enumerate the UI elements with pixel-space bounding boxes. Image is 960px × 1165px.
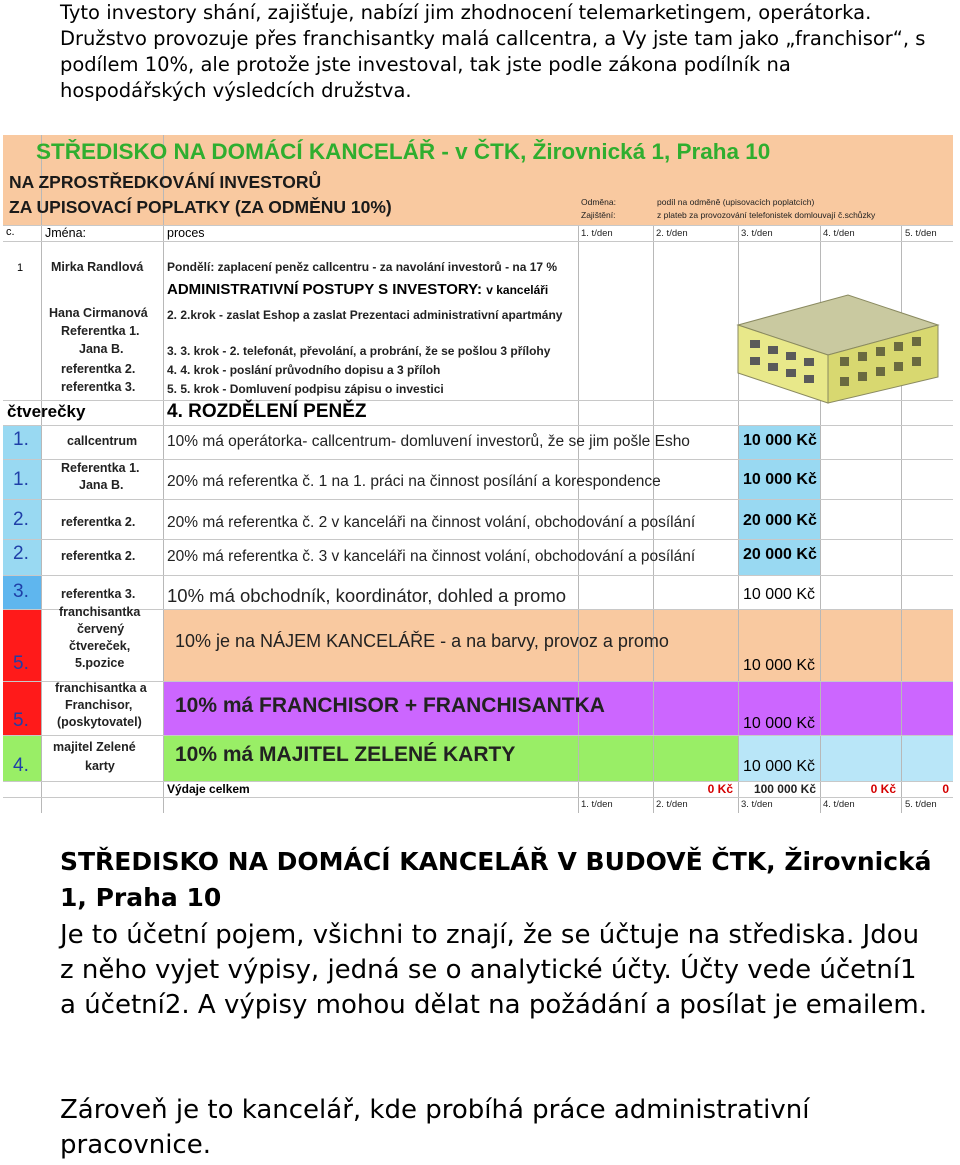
section-paragraph: Je to účetní pojem, všichni to znají, že se účtuje na střediska. Jdou z něho vyjet výpisy, jedná se o analytické účty. Účty vede účetní1 a účetní2. A výpisy mohou dělat na požádání a posílat je emailem. <box>60 920 928 1020</box>
footer-day: 3. t/den <box>741 799 773 810</box>
referentka-1-name: Referentka 1. <box>61 324 140 338</box>
footer-day: 4. t/den <box>823 799 855 810</box>
row-number: 2. <box>13 543 29 564</box>
red-row-name: čtvereček, <box>69 639 131 653</box>
total-value: 0 Kč <box>870 782 896 796</box>
footer-day: 1. t/den <box>581 799 613 810</box>
row1-name: Mirka Randlová <box>51 260 144 274</box>
sheet-subtitle-1: NA ZPROSTŘEDKOVÁNÍ INVESTORŮ <box>9 172 322 192</box>
green-row-text: 10% má MAJITEL ZELENÉ KARTY <box>175 743 516 766</box>
admin-heading <box>167 281 548 298</box>
row-text: 20% má referentka č. 3 v kanceláři na činnost volání, obchodování a posílání <box>167 548 696 565</box>
col-header-c: c. <box>6 226 15 238</box>
row-number: 2. <box>13 509 29 530</box>
purple-row-number: 5. <box>13 710 29 731</box>
red-row-number: 5. <box>13 653 29 674</box>
row-name: callcentrum <box>67 434 138 448</box>
green-row-number: 4. <box>13 755 29 776</box>
total-label: Výdaje celkem <box>167 782 250 796</box>
legend-value-2: z plateb za provozování telefonistek domlouvají č.schůzky <box>657 210 876 220</box>
spreadsheet-image <box>3 135 953 813</box>
row-number: 1. <box>13 469 29 490</box>
purple-row-text: 10% má FRANCHISOR + FRANCHISANTKA <box>175 694 605 717</box>
row-number: 1. <box>13 429 29 450</box>
row-amount: 10 000 Kč <box>743 471 817 488</box>
row-text: 20% má referentka č. 1 na 1. práci na činnost posílání a korespondence <box>167 473 661 490</box>
sheet-title: STŘEDISKO NA DOMÁCÍ KANCELÁŘ - v ČTK, Žirovnická 1, Praha 10 <box>36 139 771 164</box>
section-heading: STŘEDISKO NA DOMÁCÍ KANCELÁŘ V BUDOVĚ ČTK, Žirovnická 1, Praha 10 <box>60 847 932 912</box>
day-header: 5. t/den <box>905 228 937 239</box>
red-row-name: 5.pozice <box>75 656 125 670</box>
row-number: 3. <box>13 581 29 602</box>
day-header: 4. t/den <box>823 228 855 239</box>
col-header-proces: proces <box>167 226 205 240</box>
row-name: Referentka 1. <box>61 461 140 475</box>
row-text: 20% má referentka č. 2 v kanceláři na činnost volání, obchodování a posílání <box>167 514 696 531</box>
intro-paragraph: Tyto investory shání, zajišťuje, nabízí jim zhodnocení telemarketingem, operátorka. Družstvo provozuje přes franchisantky malá callcentra, a Vy jste tam jako „franchisor“, s podílem 10%, ale protože jste investoval, tak jste podle zákona podílník na hospodářských výsledcích družstva. <box>60 1 926 102</box>
day-header: 3. t/den <box>741 228 773 239</box>
admin-heading-suffix: v kanceláři <box>486 283 549 297</box>
row-amount: 20 000 Kč <box>743 546 817 563</box>
row-amount: 20 000 Kč <box>743 512 817 529</box>
sheet-subtitle-2: ZA UPISOVACÍ POPLATKY (ZA ODMĚNU 10%) <box>9 197 392 217</box>
building-icon <box>728 285 948 405</box>
row-name: Jana B. <box>79 478 124 492</box>
purple-row-amount: 10 000 Kč <box>743 715 816 732</box>
referentka-2-name: referentka 2. <box>61 362 136 376</box>
day-header: 2. t/den <box>656 228 688 239</box>
footer-day: 2. t/den <box>656 799 688 810</box>
col-header-names: Jména: <box>45 226 86 240</box>
purple-row-name: franchisantka a <box>55 681 147 695</box>
row1-number: 1 <box>17 262 24 274</box>
green-row-name: karty <box>85 759 115 773</box>
step-2: 2. 2.krok - zaslat Eshop a zaslat Prezentaci administrativní apartmány <box>167 308 563 322</box>
step-5: 5. 5. krok - Domluvení podpisu zápisu o investici <box>167 382 444 396</box>
legend-key-1: Odměna: <box>581 197 616 207</box>
step-4: 4. 4. krok - poslání průvodního dopisu a 3 příloh <box>167 363 441 377</box>
green-row-name: majitel Zelené <box>53 740 136 754</box>
red-row-name: červený <box>77 622 125 636</box>
row-name: referentka 2. <box>61 549 136 563</box>
row-amount: 10 000 Kč <box>743 586 816 603</box>
total-value: 100 000 Kč <box>753 782 816 796</box>
row-name: referentka 2. <box>61 515 136 529</box>
legend-key-2: Zajištění: <box>581 210 616 220</box>
row-name: referentka 3. <box>61 587 136 601</box>
ctverecky-label: čtverečky <box>7 402 86 421</box>
row-text: 10% má obchodník, koordinátor, dohled a promo <box>167 585 567 606</box>
red-row-text: 10% je na NÁJEM KANCELÁŘE - a na barvy, provoz a promo <box>175 631 669 651</box>
row1-text: Pondělí: zaplacení peněz callcentru - za navolání investorů - na 17 % <box>167 260 558 274</box>
row-amount: 10 000 Kč <box>743 432 817 449</box>
total-value: 0 Kč <box>707 782 733 796</box>
red-row-amount: 10 000 Kč <box>743 657 816 674</box>
green-row-amount: 10 000 Kč <box>743 758 816 775</box>
purple-row-name: Franchisor, <box>65 698 133 712</box>
legend-value-1: podíl na odměně (upisovacích poplatcích) <box>657 197 815 207</box>
section-paragraph-2: Zároveň je to kancelář, kde probíhá práce administrativní pracovnice. <box>60 1095 810 1160</box>
hana-name: Hana Cirmanová <box>49 306 148 320</box>
row-text: 10% má operátorka- callcentrum- domluvení investorů, že se jim pošle Esho <box>167 433 690 450</box>
day-header: 1. t/den <box>581 228 613 239</box>
footer-day: 5. t/den <box>905 799 937 810</box>
total-value: 0 <box>942 782 949 796</box>
jana-name: Jana B. <box>79 342 124 356</box>
referentka-3-name: referentka 3. <box>61 380 136 394</box>
purple-row-name: (poskytovatel) <box>57 715 142 729</box>
admin-heading-main: ADMINISTRATIVNÍ POSTUPY S INVESTORY: <box>167 281 483 298</box>
rozdeleni-heading: 4. ROZDĚLENÍ PENĚZ <box>167 401 367 422</box>
red-row-name: franchisantka <box>59 605 141 619</box>
step-3: 3. 3. krok - 2. telefonát, převolání, a probrání, že se pošlou 3 přílohy <box>167 344 551 358</box>
